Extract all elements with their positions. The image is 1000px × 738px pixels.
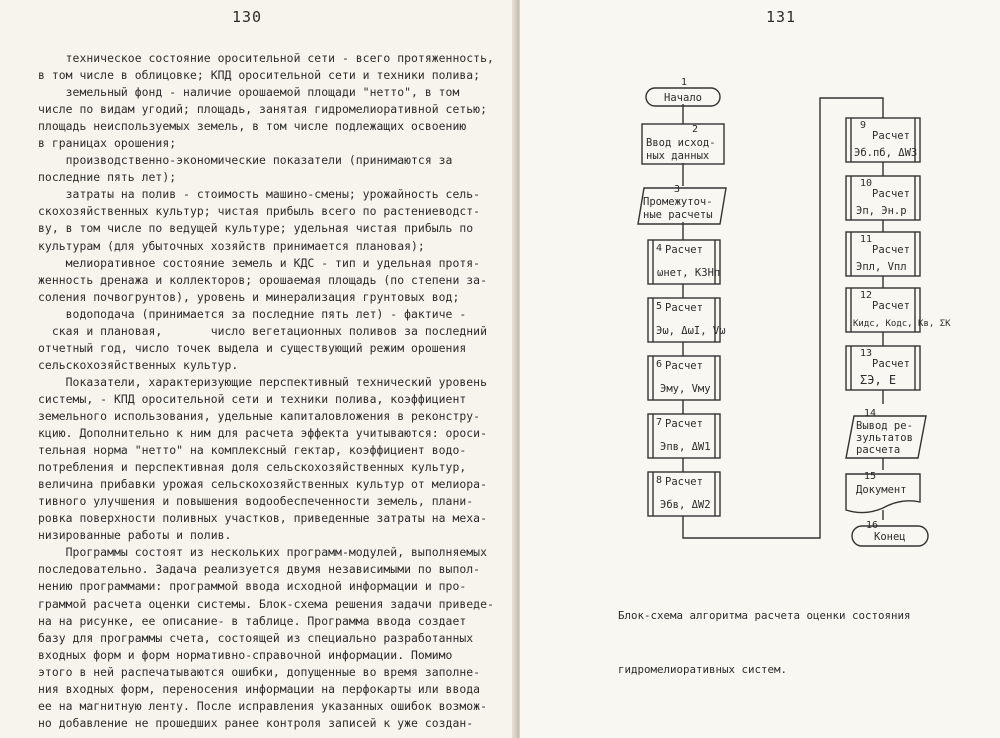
node-label: Документ <box>856 484 907 496</box>
text-line: нению программами: программой ввода исходной информации и про- <box>38 579 467 594</box>
text-line: тельная норма "нетто" на комплексный гектар, коэффициент водо- <box>38 443 467 458</box>
flowchart-node-12 <box>846 288 951 332</box>
text-line: ния входных форм, переносения информации на перфокарты или ввода <box>38 681 481 696</box>
text-line: отчетный год, число точек выдела и существующий режим орошения <box>38 340 467 355</box>
node-label: Эб.пб, ΔW3 <box>854 147 918 159</box>
text-line: граммой расчета оценки системы. Блок-схема решения задачи приведе- <box>38 596 494 611</box>
text-line: техническое состояние оросительной сети - всего протяженность, <box>38 51 494 65</box>
text-line: скохозяйственных культур; чистая прибыль всего по растениеводст- <box>38 204 481 219</box>
caption-line: Блок-схема алгоритма расчета оценки состояния <box>618 609 911 622</box>
node-label: расчета <box>856 444 901 456</box>
text-line: в границах орошения; <box>38 136 177 151</box>
flowchart-node-5 <box>648 298 726 342</box>
node-label: Начало <box>664 92 702 104</box>
node-label: зультатов <box>856 432 913 444</box>
text-line: ву, в том числе по ведущей культуре; удельная чистая прибыль по <box>38 221 474 236</box>
flowchart-node-7 <box>648 414 720 458</box>
text-line: на на рисунке, ее описание- в таблице. Программа ввода создает <box>38 613 467 628</box>
text-line: земельный фонд - наличие орошаемой площади "нетто", в том <box>38 85 460 100</box>
node-label: Расчет <box>872 130 910 142</box>
node-number: 8 <box>656 475 663 486</box>
body-text <box>38 50 494 732</box>
node-label: Конец <box>874 531 906 543</box>
node-label: Эму, Vму <box>660 383 711 395</box>
text-line: Программы состоят из нескольких программ-модулей, выполняемых <box>38 545 488 560</box>
flowchart-node-10 <box>846 176 920 220</box>
node-number: 4 <box>656 243 663 254</box>
flowchart-node-6 <box>648 356 720 400</box>
page-number-left: 130 <box>232 8 263 26</box>
text-line: этого в ней распечатываются ошибки, допущенные во время заполне- <box>38 664 481 679</box>
flowchart-node-start <box>646 77 720 106</box>
node-number: 6 <box>656 359 663 370</box>
text-line: ская и плановая, число вегетационных поливов за последний <box>38 323 488 338</box>
text-line: ее на магнитную ленту. После исправления указанных ошибок возмож- <box>38 698 488 713</box>
node-label: Вывод ре- <box>856 420 913 432</box>
node-number: 7 <box>656 417 663 428</box>
text-line: производственно-экономические показатели (принимаются за <box>38 153 453 168</box>
node-label: Ввод исход- <box>646 137 716 149</box>
flowchart-node-document <box>846 471 920 513</box>
text-line: последовательно. Задача реализуется двумя независимыми по выпол- <box>38 562 481 577</box>
flowchart-node-intermediate <box>638 184 726 224</box>
text-line: базу для программы счета, состоящей из специально разработанных <box>38 630 474 645</box>
node-label: ΣЭ, Е <box>860 373 897 387</box>
node-number: 15 <box>864 471 877 482</box>
node-label: Расчет <box>872 358 910 370</box>
node-number: 14 <box>864 408 877 419</box>
flowchart-node-input <box>642 124 724 164</box>
node-label: Эпв, ΔW1 <box>660 441 711 453</box>
node-label: ные расчеты <box>643 209 713 221</box>
text-line: площадь неиспользуемых земель, в том числе подлежащих освоению <box>38 119 467 134</box>
node-number: 9 <box>860 120 867 131</box>
text-line: мелиоративное состояние земель и КДС - тип и удельная протя- <box>38 255 481 270</box>
node-number: 13 <box>860 348 873 359</box>
text-line: но добавление не прошедших ранее контроля записей к уже создан- <box>38 715 474 730</box>
node-label: Эбв, ΔW2 <box>660 499 711 511</box>
node-label: Расчет <box>872 244 910 256</box>
node-label: ωнет, КЗНп <box>657 267 721 279</box>
node-number: 16 <box>866 520 879 531</box>
node-label: Расчет <box>665 418 703 430</box>
text-line: в том числе в облицовке; КПД оросительной сети и техники полива; <box>38 68 481 83</box>
text-line: кцию. Дополнительно к ним для расчета эффекта учитываются: ороси- <box>38 426 488 441</box>
flowchart-node-8 <box>648 472 720 516</box>
text-line: тивного улучшения и повышения водообеспеченности земель, плани- <box>38 494 474 509</box>
text-line: низированные работы и полив. <box>38 528 232 543</box>
node-label: Кидс, Кодс, Кв, ΣК <box>853 319 951 329</box>
text-line: ровка поверхности поливных участков, приведенные затраты на меха- <box>38 511 488 526</box>
text-line: земельного использования, удельные капиталовложения в реконстру- <box>38 408 481 423</box>
flowchart-node-4 <box>648 240 720 284</box>
node-number: 1 <box>681 77 688 88</box>
node-label: ных данных <box>646 150 710 162</box>
node-number: 3 <box>674 184 681 195</box>
node-number: 11 <box>860 234 873 245</box>
node-label: Эпл, Vпл <box>856 261 907 273</box>
page-number-right: 131 <box>766 8 797 26</box>
flowchart-node-13 <box>846 346 920 390</box>
figure-caption <box>618 571 978 715</box>
text-line: числе по видам угодий; площадь, занятая гидромелиоративной сетью; <box>38 102 488 117</box>
right-page <box>520 0 1000 738</box>
node-number: 12 <box>860 290 873 301</box>
text-line: соления почвогрунтов), уровень и минерализация грунтовых вод; <box>38 289 460 304</box>
text-line: культурам (для убыточных хозяйств принимается плановая); <box>38 238 425 253</box>
text-line: последние пять лет); <box>38 170 177 185</box>
node-label: Расчет <box>665 302 703 314</box>
text-line: сельскохозяйственных культур. <box>38 357 239 372</box>
node-label: Расчет <box>665 476 703 488</box>
flowchart-node-11 <box>846 232 920 276</box>
text-line: системы, - КПД оросительной сети и техники полива, коэффициент <box>38 391 467 406</box>
text-line: входных форм и форм нормативно-справочной информации. Помимо <box>38 647 453 662</box>
node-number: 2 <box>692 124 699 135</box>
node-number: 5 <box>656 301 663 312</box>
flowchart-node-9 <box>846 118 920 162</box>
text-line: водоподача (принимается за последние пять лет) - фактиче - <box>38 306 467 321</box>
node-label: Расчет <box>872 300 910 312</box>
text-line: потребления и перспективная доля сельскохозяйственных культур, <box>38 460 467 475</box>
node-label: Эп, Эн.р <box>856 205 907 217</box>
text-line: Показатели, характеризующие перспективный технический уровень <box>38 374 488 389</box>
node-label: Расчет <box>665 244 703 256</box>
text-line: величина прибавки урожая сельскохозяйственных культур от мелиора- <box>38 477 488 492</box>
node-label: Промежуточ- <box>643 196 713 208</box>
caption-line: гидромелиоративных систем. <box>618 663 788 676</box>
node-label: Эω, ΔωI, Vω <box>656 325 726 337</box>
flowchart-node-output <box>846 408 926 458</box>
node-label: Расчет <box>872 188 910 200</box>
node-label: Расчет <box>665 360 703 372</box>
text-line: затраты на полив - стоимость машино-смены; урожайность сель- <box>38 187 481 202</box>
node-number: 10 <box>860 178 873 189</box>
text-line: женность дренажа и коллекторов; орошаемая площадь (по степени за- <box>38 272 488 287</box>
flowchart-node-end <box>852 520 928 546</box>
